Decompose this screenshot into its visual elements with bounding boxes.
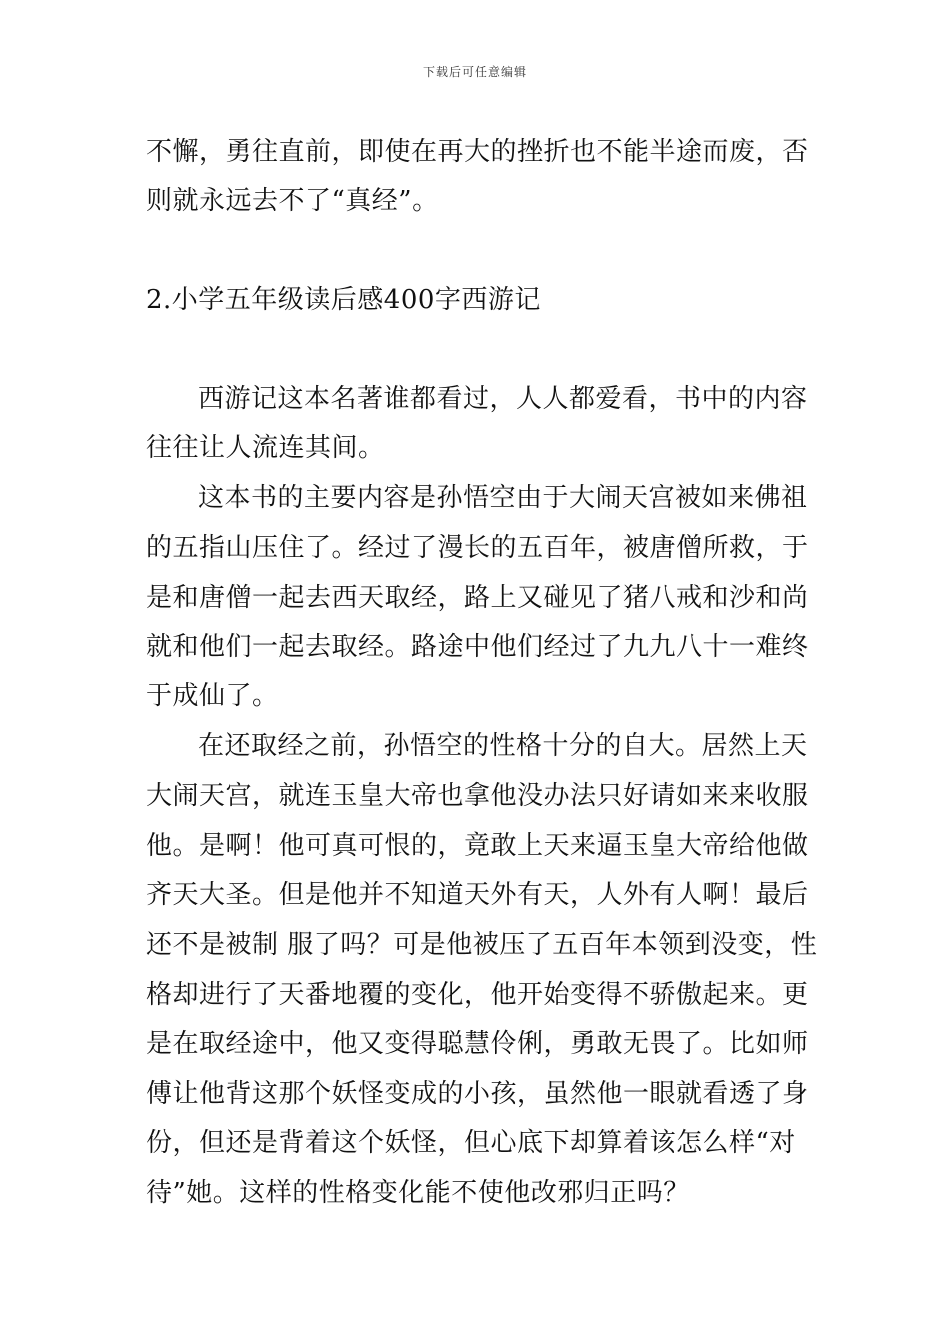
- paragraph-line: 他。是啊！他可真可恨的，竟敢上天来逼玉皇大帝给他做: [146, 831, 809, 861]
- paragraph-line: 的五指山压住了。经过了漫长的五百年，被唐僧所救，于: [146, 533, 809, 563]
- paragraph-line: 傅让他背这那个妖怪变成的小孩，虽然他一眼就看透了身: [146, 1079, 809, 1109]
- paragraph-line: 在还取经之前，孙悟空的性格十分的自大。居然上天: [198, 731, 808, 761]
- page-header-note: 下载后可任意编辑: [422, 65, 527, 79]
- paragraph-line: 待”她。这样的性格变化能不使他改邪归正吗？: [146, 1178, 690, 1208]
- paragraph-line: 这本书的主要内容是孙悟空由于大闹天宫被如来佛祖: [198, 483, 808, 513]
- paragraph-line: 齐天大圣。但是他并不知道天外有天，人外有人啊！最后: [146, 880, 809, 910]
- paragraph-line: 西游记这本名著谁都看过，人人都爱看，书中的内容: [198, 384, 808, 414]
- paragraph-line: 是和唐僧一起去西天取经，路上又碰见了猪八戒和沙和尚: [146, 583, 809, 613]
- paragraph-line: 份，但还是背着这个妖怪，但心底下却算着该怎么样“对: [146, 1128, 796, 1158]
- paragraph-line: 于成仙了。: [146, 681, 279, 711]
- paragraph-line: 往往让人流连其间。: [146, 433, 385, 463]
- paragraph-line: 不懈，勇往直前，即使在再大的挫折也不能半途而废，否: [146, 137, 809, 167]
- paragraph-line: 大闹天宫，就连玉皇大帝也拿他没办法只好请如来来收服: [146, 781, 809, 811]
- paragraph-line: 则就永远去不了“真经”。: [146, 186, 439, 216]
- paragraph-line: 是在取经途中，他又变得聪慧伶俐，勇敢无畏了。比如师: [146, 1029, 809, 1059]
- paragraph-line: 格却进行了天番地覆的变化，他开始变得不骄傲起来。更: [146, 980, 809, 1010]
- section-heading: 2.小学五年级读后感400字西游记: [146, 285, 541, 315]
- paragraph-line: 就和他们一起去取经。路途中他们经过了九九八十一难终: [146, 632, 809, 662]
- paragraph-line: 还不是被制 服了吗？可是他被压了五百年本领到没变，性: [146, 930, 818, 960]
